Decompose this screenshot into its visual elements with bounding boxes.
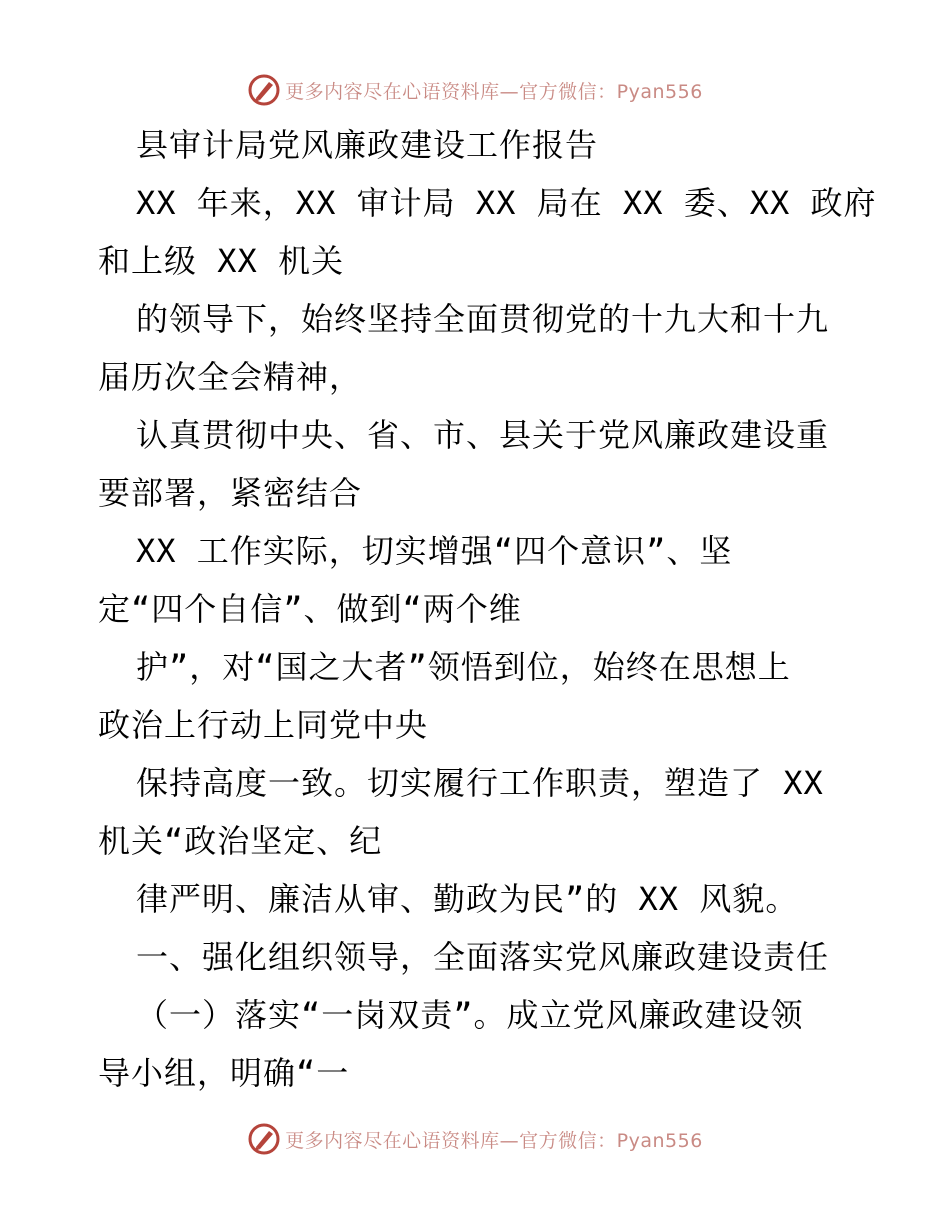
watermark-text: 更多内容尽在心语资料库—官方微信：Pyan556 xyxy=(285,1129,703,1152)
text-line: 届历次全会精神， xyxy=(98,358,363,396)
pen-logo-icon xyxy=(247,1122,281,1156)
text-line: （一）落实“一岗双责”。成立党风廉政建设领 xyxy=(136,996,804,1034)
text-line: 认真贯彻中央、省、市、县关于党风廉政建设重 xyxy=(136,416,830,454)
text-line: 和上级 XX 机关 xyxy=(98,242,345,280)
header-watermark xyxy=(0,72,950,108)
text-line: XX 年来，XX 审计局 XX 局在 XX 委、XX 政府 xyxy=(136,184,877,222)
text-line: 的领导下，始终坚持全面贯彻党的十九大和十九 xyxy=(136,300,830,338)
text-line: 政治上行动上同党中央 xyxy=(98,706,429,744)
text-line: 机关“政治坚定、纪 xyxy=(98,822,383,860)
footer-watermark xyxy=(0,1121,950,1157)
text-line: 护”，对“国之大者”领悟到位，始终在思想上 xyxy=(136,648,791,686)
text-line: 要部署，紧密结合 xyxy=(98,474,363,512)
text-line: 县审计局党风廉政建设工作报告 xyxy=(136,126,599,164)
text-line: XX 工作实际，切实增强“四个意识”、坚 xyxy=(136,532,733,570)
text-line: 定“四个自信”、做到“两个维 xyxy=(98,590,522,628)
text-line: 保持高度一致。切实履行工作职责，塑造了 XX xyxy=(136,764,824,802)
text-line: 律严明、廉洁从审、勤政为民”的 XX 风貌。 xyxy=(136,880,799,918)
document-body xyxy=(98,116,877,1102)
pen-logo-icon xyxy=(247,73,281,107)
text-line: 一、强化组织领导，全面落实党风廉政建设责任 xyxy=(136,938,830,976)
text-line: 导小组，明确“一 xyxy=(98,1054,350,1092)
watermark-text: 更多内容尽在心语资料库—官方微信：Pyan556 xyxy=(285,80,703,103)
